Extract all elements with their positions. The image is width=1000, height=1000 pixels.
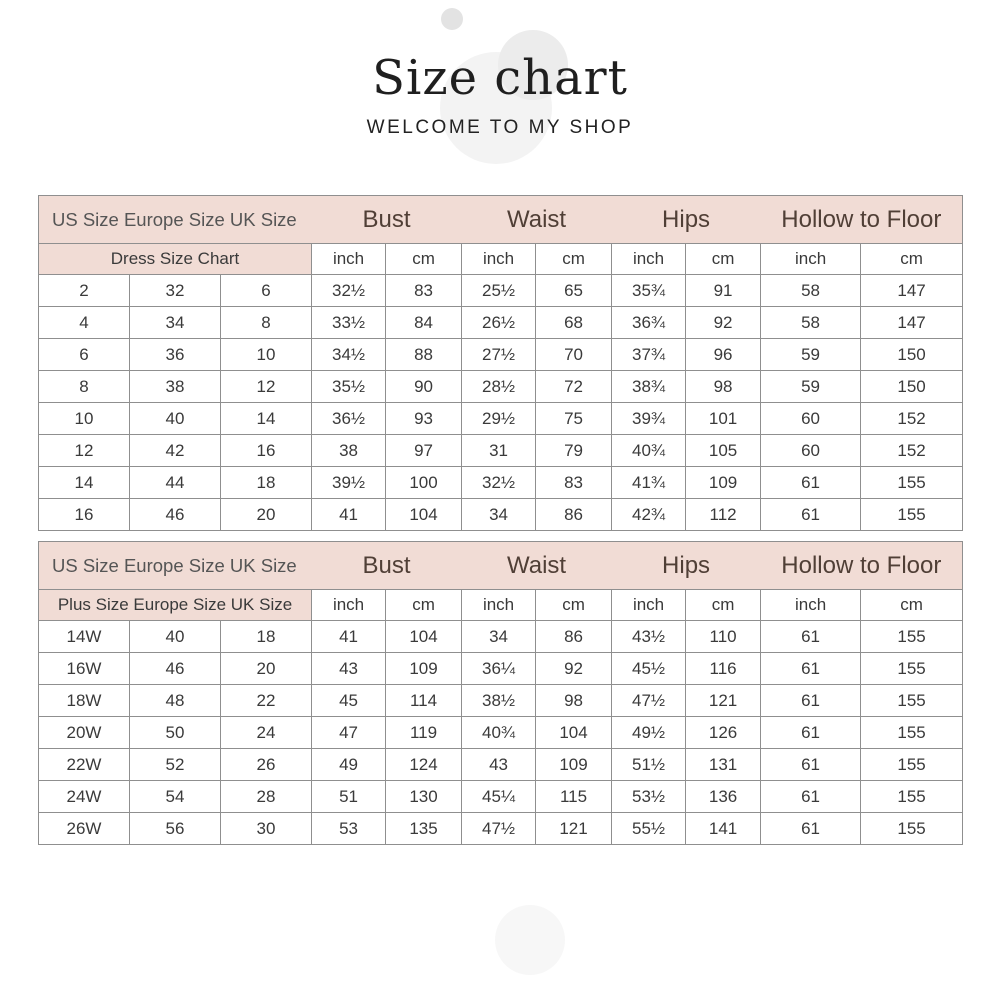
dress-size-chart-label: Dress Size Chart [39,244,312,275]
units-row [39,590,963,621]
table-cell: 55½ [612,813,686,845]
table-cell: 38½ [462,685,536,717]
table-cell: 40 [130,621,221,653]
waist-header: Waist [462,542,612,590]
table-cell: 10 [221,339,312,371]
table-row [39,749,963,781]
table-cell: 36 [130,339,221,371]
table-cell: 24 [221,717,312,749]
table-cell: 12 [221,371,312,403]
table-row [39,435,963,467]
table-cell: 135 [386,813,462,845]
table-cell: 51½ [612,749,686,781]
table-row [39,403,963,435]
units-row [39,244,963,275]
table-cell: 39½ [312,467,386,499]
table-cell: 152 [861,403,963,435]
table-cell: 44 [130,467,221,499]
table-cell: 141 [686,813,761,845]
unit-label: cm [861,244,963,275]
table-cell: 105 [686,435,761,467]
size-systems-label: US Size Europe Size UK Size [39,542,312,590]
table-cell: 46 [130,499,221,531]
decorative-dot [441,8,463,30]
table-cell: 155 [861,653,963,685]
unit-label: inch [761,590,861,621]
table-cell: 45¼ [462,781,536,813]
table-cell: 37¾ [612,339,686,371]
table-cell: 30 [221,813,312,845]
table-row [39,307,963,339]
table-cell: 42¾ [612,499,686,531]
table-row [39,467,963,499]
table-cell: 61 [761,499,861,531]
plus-size-table [38,541,963,845]
waist-header: Waist [462,196,612,244]
table-cell: 79 [536,435,612,467]
table-row [39,621,963,653]
table-cell: 56 [130,813,221,845]
table-cell: 124 [386,749,462,781]
unit-label: inch [612,590,686,621]
table-cell: 93 [386,403,462,435]
table-cell: 155 [861,685,963,717]
unit-label: cm [536,590,612,621]
table-cell: 59 [761,339,861,371]
table-cell: 18 [221,467,312,499]
table-cell: 98 [536,685,612,717]
table-cell: 43½ [612,621,686,653]
table-cell: 47 [312,717,386,749]
table-cell: 26 [221,749,312,781]
table-row [39,717,963,749]
table-cell: 72 [536,371,612,403]
table-cell: 100 [386,467,462,499]
table-cell: 14W [39,621,130,653]
table-cell: 20W [39,717,130,749]
table-cell: 20 [221,653,312,685]
table-cell: 110 [686,621,761,653]
table-cell: 96 [686,339,761,371]
table-cell: 8 [39,371,130,403]
table-cell: 46 [130,653,221,685]
plus-size-rows [39,621,963,845]
table-cell: 2 [39,275,130,307]
table-cell: 41 [312,499,386,531]
table-cell: 83 [536,467,612,499]
table-cell: 35¾ [612,275,686,307]
table-cell: 38 [312,435,386,467]
table-cell: 61 [761,813,861,845]
table-cell: 115 [536,781,612,813]
table-cell: 6 [221,275,312,307]
table-cell: 27½ [462,339,536,371]
table-cell: 121 [536,813,612,845]
table-cell: 29½ [462,403,536,435]
table-cell: 32 [130,275,221,307]
plus-size-label: Plus Size Europe Size UK Size [39,590,312,621]
table-cell: 40¾ [462,717,536,749]
table-cell: 109 [536,749,612,781]
table-cell: 114 [386,685,462,717]
hollow-to-floor-header: Hollow to Floor [761,542,963,590]
table-cell: 4 [39,307,130,339]
table-cell: 91 [686,275,761,307]
unit-label: cm [686,590,761,621]
table-row [39,275,963,307]
table-cell: 48 [130,685,221,717]
table-cell: 61 [761,685,861,717]
table-cell: 34 [462,499,536,531]
table-cell: 36¾ [612,307,686,339]
table-cell: 61 [761,467,861,499]
table-cell: 47½ [612,685,686,717]
table-row [39,813,963,845]
page-title: Size chart [372,50,628,106]
size-systems-label: US Size Europe Size UK Size [39,196,312,244]
table-cell: 16 [39,499,130,531]
table-cell: 68 [536,307,612,339]
table-cell: 8 [221,307,312,339]
table-cell: 18 [221,621,312,653]
table-cell: 116 [686,653,761,685]
table-cell: 38¾ [612,371,686,403]
table-cell: 28 [221,781,312,813]
table-row [39,685,963,717]
table-cell: 86 [536,499,612,531]
table-cell: 130 [386,781,462,813]
table-cell: 101 [686,403,761,435]
table-cell: 34 [462,621,536,653]
table-cell: 14 [39,467,130,499]
table-cell: 33½ [312,307,386,339]
unit-label: cm [686,244,761,275]
table-cell: 155 [861,467,963,499]
table-cell: 155 [861,717,963,749]
hips-header: Hips [612,196,761,244]
table-cell: 39¾ [612,403,686,435]
table-cell: 31 [462,435,536,467]
table-row [39,371,963,403]
table-cell: 147 [861,307,963,339]
table-cell: 150 [861,371,963,403]
table-cell: 58 [761,275,861,307]
unit-label: inch [462,590,536,621]
table-cell: 147 [861,275,963,307]
table-cell: 155 [861,749,963,781]
decorative-circle [495,905,565,975]
table-cell: 119 [386,717,462,749]
table-cell: 136 [686,781,761,813]
table-cell: 155 [861,621,963,653]
table-cell: 58 [761,307,861,339]
table-cell: 61 [761,781,861,813]
table-cell: 109 [386,653,462,685]
table-cell: 131 [686,749,761,781]
table-cell: 14 [221,403,312,435]
bust-header: Bust [312,196,462,244]
table-cell: 26W [39,813,130,845]
table-cell: 41 [312,621,386,653]
table-cell: 10 [39,403,130,435]
table-cell: 104 [386,499,462,531]
table-cell: 61 [761,717,861,749]
table-cell: 38 [130,371,221,403]
table-cell: 83 [386,275,462,307]
table-cell: 112 [686,499,761,531]
dress-size-rows [39,275,963,531]
table-cell: 61 [761,621,861,653]
table-cell: 50 [130,717,221,749]
bust-header: Bust [312,542,462,590]
unit-label: inch [612,244,686,275]
table-cell: 35½ [312,371,386,403]
table-cell: 126 [686,717,761,749]
table-cell: 86 [536,621,612,653]
table-cell: 53 [312,813,386,845]
table-cell: 53½ [612,781,686,813]
table-cell: 12 [39,435,130,467]
unit-label: cm [861,590,963,621]
table-cell: 61 [761,749,861,781]
table-row [39,653,963,685]
unit-label: inch [312,590,386,621]
table-cell: 18W [39,685,130,717]
table-cell: 84 [386,307,462,339]
table-cell: 40¾ [612,435,686,467]
table-cell: 42 [130,435,221,467]
page-subtitle: WELCOME TO MY SHOP [366,117,634,138]
table-cell: 104 [536,717,612,749]
table-cell: 97 [386,435,462,467]
table-cell: 45 [312,685,386,717]
table-cell: 45½ [612,653,686,685]
table-cell: 43 [312,653,386,685]
table-header-row [39,196,963,244]
table-cell: 65 [536,275,612,307]
table-header-row [39,542,963,590]
table-cell: 104 [386,621,462,653]
table-cell: 40 [130,403,221,435]
dress-size-table [38,195,963,531]
table-cell: 32½ [312,275,386,307]
table-cell: 22 [221,685,312,717]
table-cell: 121 [686,685,761,717]
table-cell: 88 [386,339,462,371]
table-row [39,781,963,813]
table-cell: 61 [761,653,861,685]
table-cell: 24W [39,781,130,813]
table-cell: 70 [536,339,612,371]
table-cell: 51 [312,781,386,813]
table-cell: 49½ [612,717,686,749]
table-cell: 60 [761,403,861,435]
table-cell: 6 [39,339,130,371]
table-cell: 75 [536,403,612,435]
table-cell: 34½ [312,339,386,371]
table-cell: 52 [130,749,221,781]
hollow-to-floor-header: Hollow to Floor [761,196,963,244]
unit-label: cm [386,244,462,275]
table-cell: 59 [761,371,861,403]
table-row [39,339,963,371]
table-cell: 32½ [462,467,536,499]
table-cell: 34 [130,307,221,339]
table-cell: 25½ [462,275,536,307]
table-cell: 28½ [462,371,536,403]
table-row [39,499,963,531]
table-cell: 152 [861,435,963,467]
table-cell: 49 [312,749,386,781]
unit-label: cm [536,244,612,275]
unit-label: inch [462,244,536,275]
table-cell: 92 [686,307,761,339]
table-cell: 155 [861,781,963,813]
unit-label: inch [312,244,386,275]
table-cell: 155 [861,499,963,531]
table-cell: 54 [130,781,221,813]
table-cell: 150 [861,339,963,371]
table-cell: 43 [462,749,536,781]
table-cell: 41¾ [612,467,686,499]
hips-header: Hips [612,542,761,590]
table-cell: 98 [686,371,761,403]
table-cell: 36½ [312,403,386,435]
table-cell: 20 [221,499,312,531]
table-cell: 47½ [462,813,536,845]
table-cell: 92 [536,653,612,685]
table-cell: 90 [386,371,462,403]
unit-label: inch [761,244,861,275]
table-cell: 109 [686,467,761,499]
table-cell: 16W [39,653,130,685]
table-cell: 22W [39,749,130,781]
table-cell: 36¼ [462,653,536,685]
table-cell: 155 [861,813,963,845]
table-cell: 60 [761,435,861,467]
table-cell: 26½ [462,307,536,339]
unit-label: cm [386,590,462,621]
table-cell: 16 [221,435,312,467]
